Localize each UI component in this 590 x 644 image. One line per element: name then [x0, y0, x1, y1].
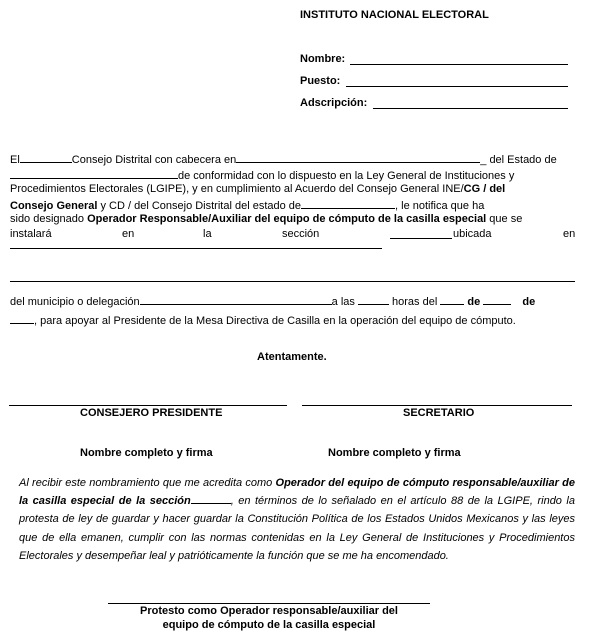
text-cd-estado: y CD / del Consejo Distrital del estado de: [97, 200, 302, 212]
blank-oath-seccion: [191, 492, 231, 504]
secretary-caption: Nombre completo y firma: [328, 447, 461, 459]
blank-estado-distrital: [301, 197, 395, 209]
name-label: Nombre:: [300, 53, 346, 65]
text-notifica: , le notifica que ha: [395, 200, 485, 212]
text-el: El: [10, 154, 20, 166]
closing-text: Atentamente.: [257, 351, 327, 363]
text-consejo-cabecera: Consejo Distrital con cabecera en: [71, 154, 237, 166]
oath-text-operator: Operador del equipo de cómputo responsable/auxiliar de la casilla especial de la sección: [19, 477, 575, 508]
paragraph-apoyo: [10, 312, 580, 329]
text-cg-del: CG / del: [463, 183, 506, 195]
text-instalara: instalará: [10, 228, 52, 240]
president-title: CONSEJERO PRESIDENTE: [80, 407, 223, 419]
name-line: [350, 52, 568, 65]
oath-text-intro: Al recibir este nombramiento que me acredita como: [19, 477, 276, 489]
oath-caption-line-2: equipo de cómputo de la casilla especial: [162, 619, 376, 631]
blank-hora: [358, 293, 389, 305]
text-de-2: de: [522, 296, 536, 308]
text-en-2: en: [563, 228, 576, 240]
oath-text-rest: , en términos de lo señalado en el artículo 88 de la LGIPE, rindo la protesta de ley de guardar y hacer guardar la Constitución Política de los Estados Unidos Mexicanos y las leyes que de ella emanen, cumplir con las normas contenidas en la Ley General de Instituciones y Procedimientos Electorales y desempeñar leal y patrióticamente la función que se me ha encomendado.: [19, 495, 575, 562]
blank-ubicacion-2: [10, 281, 575, 282]
text-a-las: a las: [331, 296, 355, 308]
text-seccion: sección: [282, 228, 320, 240]
paragraph-line-5: [10, 212, 577, 227]
text-procedimientos: Procedimientos Electorales (LGIPE), y en cumplimiento al Acuerdo del Consejo General INE/: [10, 183, 464, 195]
text-municipio: del municipio o delegación: [10, 296, 140, 308]
president-caption: Nombre completo y firma: [80, 447, 213, 459]
text-sido-designado: sido designado: [10, 213, 88, 225]
institution-title: INSTITUTO NACIONAL ELECTORAL: [300, 9, 489, 21]
paragraph-line-1: [10, 151, 577, 167]
text-que-se: que se: [486, 213, 523, 225]
text-consejo-general: Consejo General: [10, 200, 98, 212]
text-la: la: [203, 228, 212, 240]
blank-estado: [10, 167, 178, 179]
paragraph-line-6: [10, 227, 577, 243]
assignment-field[interactable]: [300, 96, 580, 111]
position-label: Puesto:: [300, 75, 341, 87]
blank-district-number: [20, 151, 72, 163]
blank-cabecera: [236, 151, 480, 163]
blank-anio: [10, 312, 34, 324]
appointment-paragraph: [10, 151, 577, 249]
blank-dia: [440, 293, 464, 305]
blank-seccion: [390, 227, 452, 239]
oath-paragraph: [19, 474, 575, 565]
oath-caption-line-1: Protesto como Operador responsable/auxiliar del: [140, 605, 398, 617]
assignment-line: [373, 96, 568, 109]
text-de-1: de: [467, 296, 481, 308]
position-line: [346, 74, 568, 87]
text-en-1: en: [122, 228, 135, 240]
blank-municipio: [140, 293, 332, 305]
oath-signature-caption: [108, 604, 430, 632]
assignment-label: Adscripción:: [300, 97, 368, 109]
text-ubicada: ubicada: [453, 228, 492, 240]
name-field[interactable]: [300, 52, 580, 67]
paragraph-line-3: [10, 182, 577, 197]
paragraph-municipio: [10, 293, 577, 309]
text-apoyo: , para apoyar al Presidente de la Mesa Directiva de Casilla en la operación del equipo de cómputo.: [34, 315, 516, 327]
text-horas-del: horas del: [392, 296, 438, 308]
blank-ubicacion-1: [10, 243, 382, 249]
paragraph-line-4: [10, 197, 577, 212]
position-field[interactable]: [300, 74, 580, 89]
text-conformidad: de conformidad con lo dispuesto en la Ley General de Instituciones y: [178, 170, 515, 182]
secretary-title: SECRETARIO: [403, 407, 475, 419]
text-del-estado: _ del Estado de: [480, 154, 557, 166]
blank-mes: [483, 293, 511, 305]
text-operador-designado: Operador Responsable/Auxiliar del equipo de cómputo de la casilla especial: [87, 213, 487, 225]
paragraph-line-2: [10, 167, 577, 182]
